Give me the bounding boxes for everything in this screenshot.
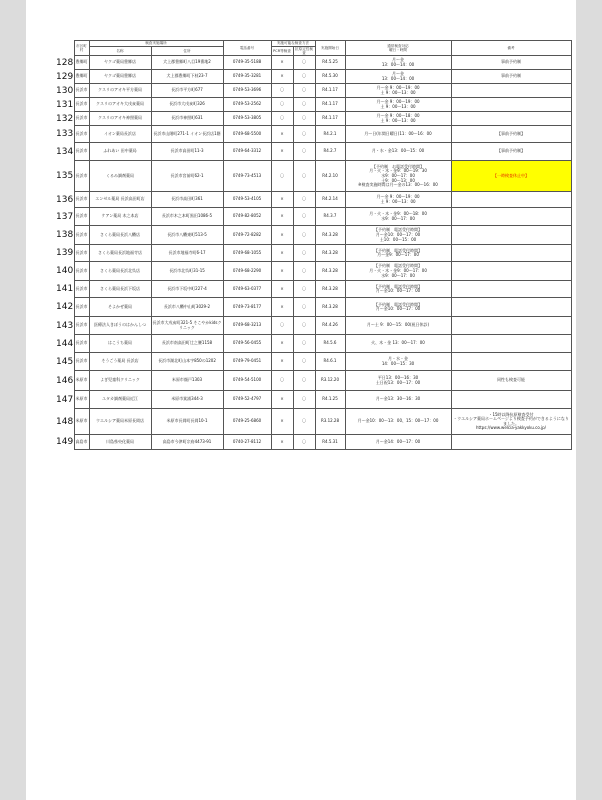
address-cell: 犬上郡豊郷町八目19番地2 xyxy=(151,56,223,70)
table-row xyxy=(55,335,571,353)
start-date-cell: R4.2.1 xyxy=(315,126,345,143)
pcr-cell: 〇 xyxy=(271,161,293,192)
antigen-cell: 〇 xyxy=(293,298,315,317)
notes-cell xyxy=(451,84,571,98)
phone-cell: 0749-53-4105 xyxy=(223,192,271,208)
address-cell: 長浜市八幡東町513-5 xyxy=(151,226,223,245)
start-date-cell: R4.5.25 xyxy=(315,56,345,70)
hours-cell: 平日13：00～16：30 土日祝13：00～17：00 xyxy=(345,371,451,391)
phone-cell: 0749-73-4513 xyxy=(223,161,271,192)
address-cell: 長浜市神照町631 xyxy=(151,112,223,126)
hours-cell: 【予約制 電話受付時間】 月～金9：00～17：00 xyxy=(345,245,451,262)
phone-cell: 0749-68-3213 xyxy=(223,317,271,335)
address-cell: 長浜市高田町361 xyxy=(151,192,223,208)
phone-cell: 0749-64-3312 xyxy=(223,143,271,161)
hours-cell: 【予約制 電話受付時間】 月・火・木・金9：00～17：00 水9：00～17：00 xyxy=(345,262,451,281)
hours-cell: 月～金10：00～13：00、15：00～17：00 xyxy=(345,409,451,435)
municipality-cell: 長浜市 xyxy=(74,298,89,317)
antigen-cell: 〇 xyxy=(293,353,315,371)
notes-cell xyxy=(451,262,571,281)
hours-cell: 月・火・木・金9：00～18：00 水9：00～17：00 xyxy=(345,208,451,226)
notes-cell: 同性も検査可能 xyxy=(451,371,571,391)
antigen-cell: 〇 xyxy=(293,245,315,262)
site-name-cell: そよかぜ薬局 xyxy=(89,298,151,317)
antigen-cell: 〇 xyxy=(293,143,315,161)
hours-cell: 【予約制 お電話受付時間】 月・火・木・金9：00～19：30 水9：00～17：00 土9：00～13：00 ※検査実施時間は月～金の13：00～16：00 xyxy=(345,161,451,192)
table-row xyxy=(55,391,571,409)
table-row xyxy=(55,143,571,161)
phone-cell: 0749-52-4797 xyxy=(223,391,271,409)
start-date-cell: R4.4.26 xyxy=(315,317,345,335)
header-start-date: 実施開始日 xyxy=(315,41,345,56)
municipality-cell: 長浜市 xyxy=(74,353,89,371)
site-name-cell: クスリのアオキ神照薬局 xyxy=(89,112,151,126)
row-number: 144 xyxy=(56,338,74,349)
site-name-cell: さくら薬局長浜北呉店 xyxy=(89,262,151,281)
antigen-cell: 〇 xyxy=(293,208,315,226)
pcr-cell: × xyxy=(271,409,293,435)
row-number: 136 xyxy=(56,194,74,205)
address-cell: 長浜市山階町271-1 イオン長浜店1階 xyxy=(151,126,223,143)
site-name-cell: さくら薬局長浜八幡店 xyxy=(89,226,151,245)
pcr-cell: 〇 xyxy=(271,84,293,98)
notes-cell xyxy=(451,391,571,409)
municipality-cell: 長浜市 xyxy=(74,112,89,126)
row-number: 128 xyxy=(56,57,74,68)
start-date-cell: R4.1.17 xyxy=(315,84,345,98)
table-row xyxy=(55,353,571,371)
phone-cell: 0749-82-8052 xyxy=(223,208,271,226)
table-row xyxy=(55,208,571,226)
pcr-cell: × xyxy=(271,435,293,450)
antigen-cell: 〇 xyxy=(293,161,315,192)
notes-cell xyxy=(451,281,571,298)
municipality-cell: 長浜市 xyxy=(74,192,89,208)
row-number: 142 xyxy=(56,302,74,313)
notes-cell: 事前予約制 xyxy=(451,70,571,84)
row-number: 130 xyxy=(56,85,74,96)
hours-cell: 月・水・金13：00～15：00 xyxy=(345,143,451,161)
site-name-cell: ヤクゴ薬局豊郷店 xyxy=(89,70,151,84)
address-cell: 米原市長岡町長岡10-1 xyxy=(151,409,223,435)
start-date-cell: R4.3.28 xyxy=(315,262,345,281)
address-cell: 長浜市北呉町31-15 xyxy=(151,262,223,281)
notes-cell xyxy=(451,98,571,112)
header-antigen: 抗原定性検査 xyxy=(293,47,315,56)
hours-cell: 【予約制 電話受付時間】 月～金10：00～17：00 xyxy=(345,298,451,317)
antigen-cell: 〇 xyxy=(293,226,315,245)
start-date-cell: R4.3.28 xyxy=(315,245,345,262)
row-number: 143 xyxy=(56,320,74,331)
municipality-cell: 長浜市 xyxy=(74,84,89,98)
row-number: 132 xyxy=(56,113,74,124)
phone-cell: 0749-54-5100 xyxy=(223,371,271,391)
header-site-group: 検査実施場所 xyxy=(89,41,223,47)
municipality-cell: 長浜市 xyxy=(74,262,89,281)
hours-cell: 月～金14：00～17：00 xyxy=(345,435,451,450)
row-number: 135 xyxy=(56,171,74,182)
start-date-cell: R4.2.14 xyxy=(315,192,345,208)
address-cell: 犬上郡豊郷町下枝23-7 xyxy=(151,70,223,84)
phone-cell: 0740-27-8112 xyxy=(223,435,271,450)
phone-cell: 0749-68-2290 xyxy=(223,262,271,281)
table-row xyxy=(55,112,571,126)
municipality-cell: 長浜市 xyxy=(74,161,89,192)
municipality-cell: 長浜市 xyxy=(74,126,89,143)
site-name-cell: ユタカ調剤薬局近江 xyxy=(89,391,151,409)
table-row xyxy=(55,262,571,281)
hours-cell: 【予約制 電話受付時間】 月～金10：00～17：00 xyxy=(345,281,451,298)
hours-cell: 【予約制 電話受付時間】 月～金10：00～17：00 土10：00～15：00 xyxy=(345,226,451,245)
table-row xyxy=(55,56,571,70)
municipality-cell: 長浜市 xyxy=(74,98,89,112)
antigen-cell: 〇 xyxy=(293,409,315,435)
table-row xyxy=(55,126,571,143)
municipality-cell: 米原市 xyxy=(74,391,89,409)
table-row xyxy=(55,371,571,391)
notes-cell xyxy=(451,208,571,226)
phone-cell: 0749-63-0377 xyxy=(223,281,271,298)
header-pcr: PCR等検査 xyxy=(271,47,293,56)
hours-cell: 月～金 9：00～19：00 土 9：00～13：00 xyxy=(345,98,451,112)
table-row xyxy=(55,409,571,435)
header-name: 名称 xyxy=(89,47,151,56)
pcr-cell: × xyxy=(271,126,293,143)
address-cell: 長浜市下坂中町227-4 xyxy=(151,281,223,298)
phone-cell: 0749-35-3281 xyxy=(223,70,271,84)
table-row xyxy=(55,281,571,298)
phone-cell: 0749-53-3805 xyxy=(223,112,271,126)
pcr-cell: × xyxy=(271,143,293,161)
row-number: 138 xyxy=(56,230,74,241)
row-number: 137 xyxy=(56,211,74,222)
table-row xyxy=(55,84,571,98)
start-date-cell: R4.1.17 xyxy=(315,98,345,112)
address-cell: 長浜市高田町11-3 xyxy=(151,143,223,161)
row-number: 134 xyxy=(56,146,74,157)
municipality-cell: 米原市 xyxy=(74,409,89,435)
start-date-cell: R4.5.30 xyxy=(315,70,345,84)
antigen-cell: 〇 xyxy=(293,98,315,112)
notes-cell: 【事前予約制】 xyxy=(451,126,571,143)
address-cell: 長浜市八幡中山町3029-2 xyxy=(151,298,223,317)
municipality-cell: 豊郷町 xyxy=(74,56,89,70)
municipality-cell: 高島市 xyxy=(74,435,89,450)
start-date-cell: R4.6.1 xyxy=(315,353,345,371)
table-row xyxy=(55,192,571,208)
start-date-cell: R4.1.25 xyxy=(315,391,345,409)
notes-cell: ・15時以降抗原検査受付 ・ウエルシア薬局ホームページより検査予約ができるようになりました。 https://www.welcia-yakkyoku.co.jp/ xyxy=(451,409,571,435)
municipality-cell: 長浜市 xyxy=(74,143,89,161)
address-cell: 米原市箕浦344-3 xyxy=(151,391,223,409)
antigen-cell: 〇 xyxy=(293,56,315,70)
table-row xyxy=(55,317,571,335)
site-name-cell: ケアン薬局 木之本店 xyxy=(89,208,151,226)
pcr-cell: 〇 xyxy=(271,98,293,112)
hours-cell: 月～土 9：00～15：00(祝日休診) xyxy=(345,317,451,335)
start-date-cell: R3.12.20 xyxy=(315,371,345,391)
phone-cell: 0749-35-5188 xyxy=(223,56,271,70)
antigen-cell: 〇 xyxy=(293,126,315,143)
pcr-cell: × xyxy=(271,226,293,245)
address-cell: 長浜市木之本町黒田1086-5 xyxy=(151,208,223,226)
site-name-cell: イオン薬局長浜店 xyxy=(89,126,151,143)
row-number: 145 xyxy=(56,356,74,367)
municipality-cell: 米原市 xyxy=(74,371,89,391)
pcr-cell: × xyxy=(271,298,293,317)
table-row xyxy=(55,226,571,245)
document-page xyxy=(26,0,576,800)
pcr-cell: × xyxy=(271,245,293,262)
row-number: 146 xyxy=(56,375,74,386)
notes-cell xyxy=(451,298,571,317)
municipality-cell: 長浜市 xyxy=(74,317,89,335)
notes-cell xyxy=(451,435,571,450)
row-number: 140 xyxy=(56,266,74,277)
header-municipality: 市区町村 xyxy=(74,41,89,56)
hours-cell: 月～日(年間日曜日)11：00～16：00 xyxy=(345,126,451,143)
antigen-cell: 〇 xyxy=(293,371,315,391)
row-number: 129 xyxy=(56,71,74,82)
site-name-cell: くるみ調剤薬局 xyxy=(89,161,151,192)
pcr-cell: × xyxy=(271,262,293,281)
site-name-cell: ふれあい 田中薬局 xyxy=(89,143,151,161)
municipality-cell: 長浜市 xyxy=(74,245,89,262)
row-number: 147 xyxy=(56,394,74,405)
testing-sites-table xyxy=(55,40,572,450)
pcr-cell: 〇 xyxy=(271,371,293,391)
start-date-cell: R4.3.7 xyxy=(315,208,345,226)
antigen-cell: 〇 xyxy=(293,262,315,281)
pcr-cell: 〇 xyxy=(271,317,293,335)
pcr-cell: × xyxy=(271,56,293,70)
address-cell: 長浜市大戌亥町326 xyxy=(151,98,223,112)
start-date-cell: R4.3.28 xyxy=(315,298,345,317)
antigen-cell: 〇 xyxy=(293,391,315,409)
antigen-cell: 〇 xyxy=(293,317,315,335)
row-number: 149 xyxy=(56,437,74,448)
site-name-cell: 医療法人きぼうのはかんしつ xyxy=(89,317,151,335)
phone-cell: 0749-53-2562 xyxy=(223,98,271,112)
header-method-group: 実施可能な検査方法 xyxy=(271,41,315,47)
header-notes: 備考 xyxy=(451,41,571,56)
site-name-cell: さくら薬局長浜下坂店 xyxy=(89,281,151,298)
header-address: 住所 xyxy=(151,47,223,56)
start-date-cell: R4.5.31 xyxy=(315,435,345,450)
pcr-cell: × xyxy=(271,335,293,353)
row-number: 141 xyxy=(56,284,74,295)
phone-cell: 0749-56-0455 xyxy=(223,335,271,353)
municipality-cell: 長浜市 xyxy=(74,281,89,298)
notes-cell xyxy=(451,353,571,371)
table-row xyxy=(55,161,571,192)
pcr-cell: × xyxy=(271,281,293,298)
start-date-cell: R4.2.10 xyxy=(315,161,345,192)
hours-cell: 月～金 9：00～19：00 土 9：00～13：00 xyxy=(345,84,451,98)
address-cell: 長浜市南高田町辻之腰1158 xyxy=(151,335,223,353)
hours-cell: 火、木・金 13：00～17：00 xyxy=(345,335,451,353)
address-cell: 長浜市大戌亥町321-5 そこやかkidsクリニック xyxy=(151,317,223,335)
table-row xyxy=(55,70,571,84)
phone-cell: 0749-79-0451 xyxy=(223,353,271,371)
phone-cell: 0749-25-6860 xyxy=(223,409,271,435)
address-cell: 長浜市平方町677 xyxy=(151,84,223,98)
phone-cell: 0749-53-3696 xyxy=(223,84,271,98)
notes-cell: 事前予約制 xyxy=(451,56,571,70)
antigen-cell: 〇 xyxy=(293,84,315,98)
phone-cell: 0749-73-8177 xyxy=(223,298,271,317)
table-row xyxy=(55,245,571,262)
antigen-cell: 〇 xyxy=(293,192,315,208)
pcr-cell: × xyxy=(271,208,293,226)
pcr-cell: × xyxy=(271,353,293,371)
antigen-cell: 〇 xyxy=(293,335,315,353)
site-name-cell: よぎ児童科クリニック xyxy=(89,371,151,391)
start-date-cell: R4.3.28 xyxy=(315,281,345,298)
address-cell: 高島市今津町宗府4473-91 xyxy=(151,435,223,450)
hours-cell: 月～金13：30～16：30 xyxy=(345,391,451,409)
address-cell: 長浜市湖北町山本字850の1202 xyxy=(151,353,223,371)
start-date-cell: R4.2.7 xyxy=(315,143,345,161)
address-cell: 長浜市宮前町62-1 xyxy=(151,161,223,192)
notes-cell xyxy=(451,335,571,353)
site-name-cell: クスリのアオキ平方薬局 xyxy=(89,84,151,98)
notes-cell xyxy=(451,226,571,245)
hours-cell: 月～金 13：00～14：00 xyxy=(345,56,451,70)
notes-cell xyxy=(451,245,571,262)
row-number: 148 xyxy=(56,416,74,427)
antigen-cell: 〇 xyxy=(293,112,315,126)
header-phone: 電話番号 xyxy=(223,41,271,56)
table-row xyxy=(55,98,571,112)
municipality-cell: 長浜市 xyxy=(74,208,89,226)
table-body xyxy=(55,56,571,450)
notes-cell: 【事前予約制】 xyxy=(451,143,571,161)
start-date-cell: R3.12.28 xyxy=(315,409,345,435)
address-cell: 米原市顔戸1303 xyxy=(151,371,223,391)
site-name-cell: はこうち薬局 xyxy=(89,335,151,353)
municipality-cell: 長浜市 xyxy=(74,335,89,353)
hours-cell: 月～金 13：00～14：00 xyxy=(345,70,451,84)
municipality-cell: 長浜市 xyxy=(74,226,89,245)
site-name-cell: 川島県央化薬局 xyxy=(89,435,151,450)
site-name-cell: さくら薬局長浜地福寺店 xyxy=(89,245,151,262)
pcr-cell: × xyxy=(271,391,293,409)
site-name-cell: そうごう薬局 長浜店 xyxy=(89,353,151,371)
table-row xyxy=(55,435,571,450)
notes-cell xyxy=(451,192,571,208)
header-hours: 通常検査対応 曜日・時間 xyxy=(345,41,451,56)
site-name-cell: ウエルシア薬局米原長岡店 xyxy=(89,409,151,435)
notes-cell xyxy=(451,317,571,335)
site-name-cell: ヤクゴ薬局豊郷店 xyxy=(89,56,151,70)
start-date-cell: R4.3.28 xyxy=(315,226,345,245)
row-number: 139 xyxy=(56,248,74,259)
row-number: 133 xyxy=(56,129,74,140)
site-name-cell: エンゼル薬局 長浜高田町店 xyxy=(89,192,151,208)
row-number: 131 xyxy=(56,99,74,110)
antigen-cell: 〇 xyxy=(293,70,315,84)
phone-cell: 0749-68-1055 xyxy=(223,245,271,262)
antigen-cell: 〇 xyxy=(293,281,315,298)
table-row xyxy=(55,298,571,317)
pcr-cell: × xyxy=(271,70,293,84)
municipality-cell: 豊郷町 xyxy=(74,70,89,84)
start-date-cell: R4.5.6 xyxy=(315,335,345,353)
pcr-cell: 〇 xyxy=(271,112,293,126)
pcr-cell: × xyxy=(271,192,293,208)
address-cell: 長浜市地福寺町6-17 xyxy=(151,245,223,262)
hours-cell: 月～金 9：00～19：00 土 9：00～13：00 xyxy=(345,192,451,208)
notes-cell: 【一時検査休止中】 xyxy=(451,161,571,192)
site-name-cell: クスリのアオキ大戌亥薬局 xyxy=(89,98,151,112)
start-date-cell: R4.1.17 xyxy=(315,112,345,126)
antigen-cell: 〇 xyxy=(293,435,315,450)
hours-cell: 月～金 9：00～18：00 土 9：00～13：00 xyxy=(345,112,451,126)
phone-cell: 0749-68-5500 xyxy=(223,126,271,143)
notes-cell xyxy=(451,112,571,126)
hours-cell: 月・水・金 14：00～15：30 xyxy=(345,353,451,371)
phone-cell: 0749-72-8282 xyxy=(223,226,271,245)
